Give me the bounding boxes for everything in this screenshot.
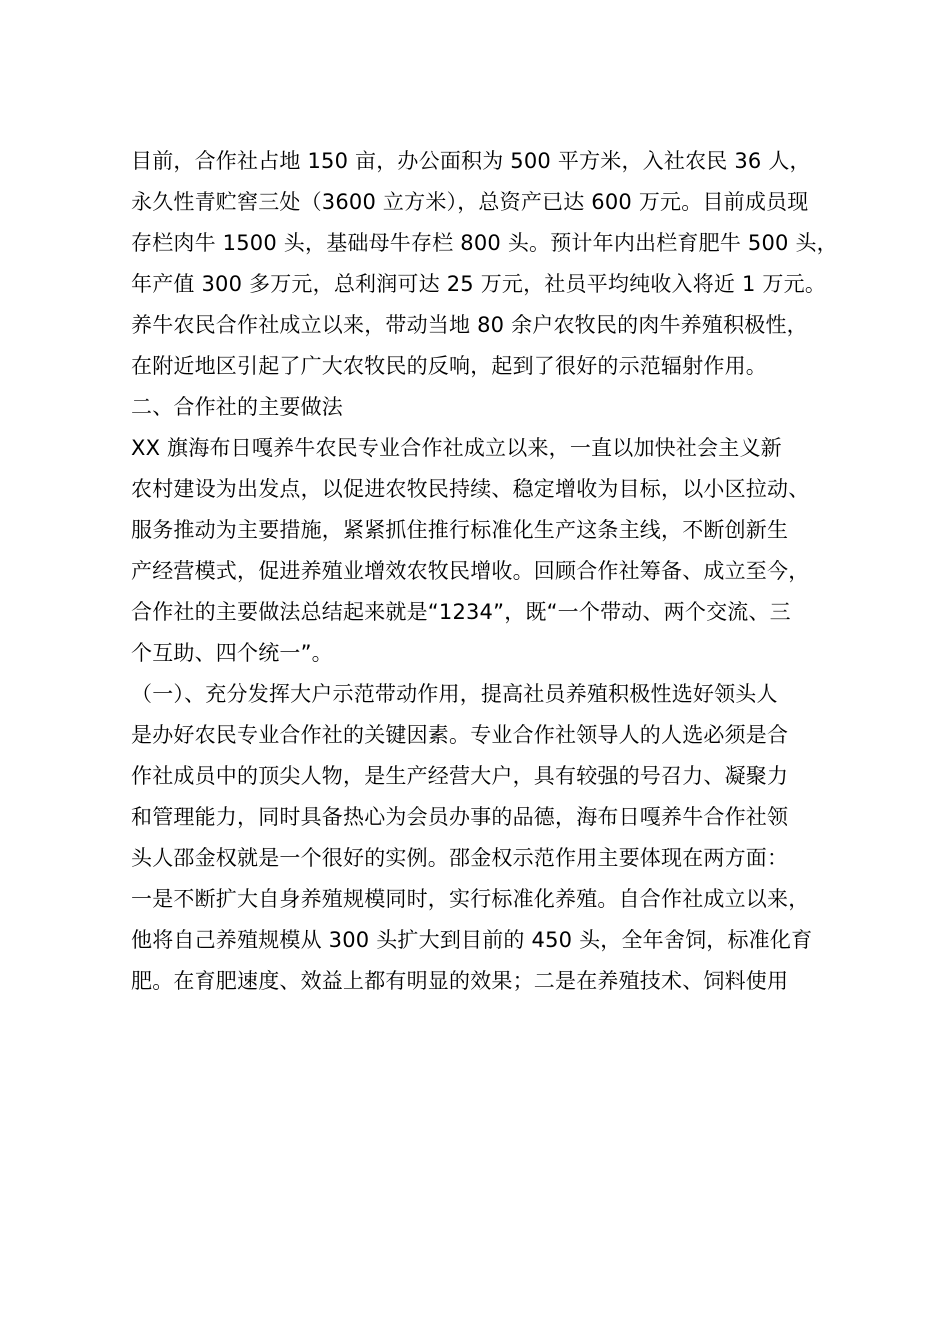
text-line: 服务推动为主要措施，紧紧抓住推行标准化生产这条主线，不断创新生: [131, 518, 789, 542]
text-line: 头人邵金权就是一个很好的实例。邵金权示范作用主要体现在两方面：: [131, 846, 789, 870]
text-line: 作社成员中的顶尖人物，是生产经营大户，具有较强的号召力、凝聚力: [131, 764, 789, 788]
text-line: 肥。在育肥速度、效益上都有明显的效果；二是在养殖技术、饲料使用: [131, 969, 789, 993]
text-line: 养牛农民合作社成立以来，带动当地 80 余户农牧民的肉牛养殖积极性，: [131, 313, 808, 337]
subsection-line: （一）、充分发挥大户示范带动作用，提高社员养殖积极性选好领头人: [131, 682, 778, 706]
text-line: 个互助、四个统一”。: [131, 641, 333, 665]
text-line: 农村建设为出发点，以促进农牧民持续、稳定增收为目标，以小区拉动、: [131, 477, 810, 501]
text-line: 目前，合作社占地 150 亩，办公面积为 500 平方米，入社农民 36 人，: [131, 149, 811, 173]
text-line: 合作社的主要做法总结起来就是“1234”，既“一个带动、两个交流、三: [131, 600, 791, 624]
text-line: 是办好农民专业合作社的关键因素。专业合作社领导人的人选必须是合: [131, 723, 789, 747]
text-line: 一是不断扩大自身养殖规模同时，实行标准化养殖。自合作社成立以来，: [131, 887, 810, 911]
text-line: 永久性青贮窖三处（3600 立方米），总资产已达 600 万元。目前成员现: [131, 190, 809, 214]
text-line: 存栏肉牛 1500 头，基础母牛存栏 800 头。预计年内出栏育肥牛 500 头，: [131, 231, 838, 255]
text-line: XX 旗海布日嘎养牛农民专业合作社成立以来，一直以加快社会主义新: [131, 436, 782, 460]
text-line: 在附近地区引起了广大农牧民的反响，起到了很好的示范辐射作用。: [131, 354, 767, 378]
section-heading: 二、合作社的主要做法: [131, 395, 343, 419]
text-line: 产经营模式，促进养殖业增效农牧民增收。回顾合作社筹备、成立至今，: [131, 559, 810, 583]
text-line: 年产值 300 多万元，总利润可达 25 万元，社员平均纯收入将近 1 万元。: [131, 272, 827, 296]
document-body: [131, 141, 838, 1002]
text-line: 他将自己养殖规模从 300 头扩大到目前的 450 头，全年舍饲，标准化育: [131, 928, 813, 952]
text-line: 和管理能力，同时具备热心为会员办事的品德，海布日嘎养牛合作社领: [131, 805, 789, 829]
